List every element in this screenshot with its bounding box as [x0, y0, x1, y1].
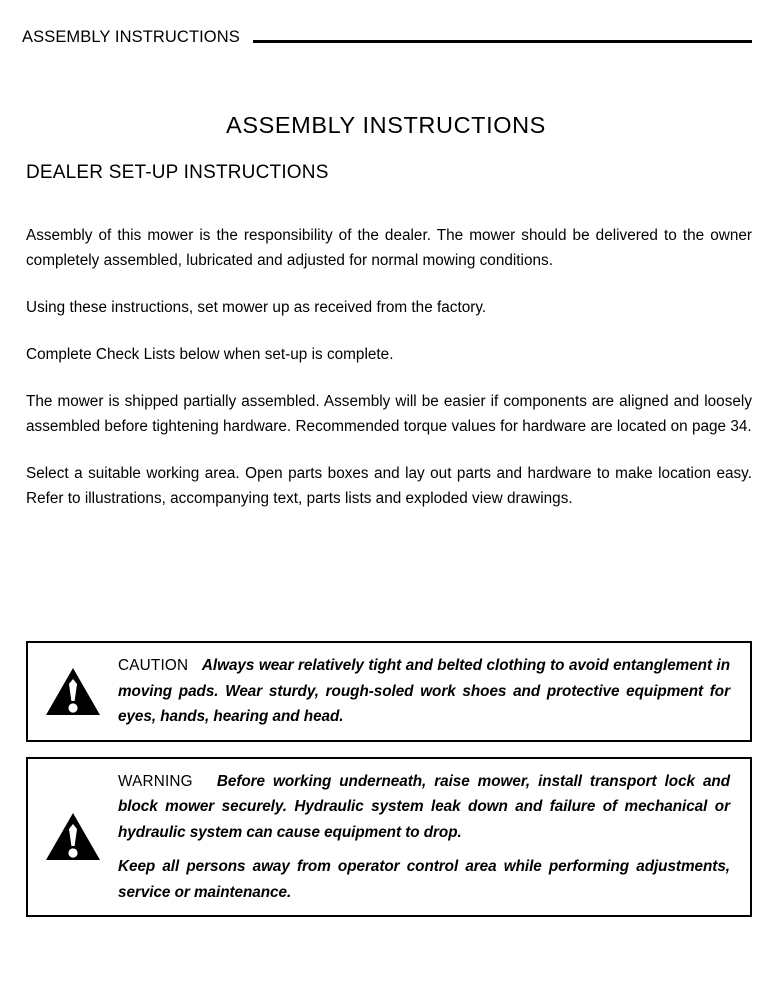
warning-alert-box [26, 757, 752, 917]
running-header [22, 26, 752, 48]
label-spacer [193, 773, 217, 790]
warning-alert-text: Before working underneath, raise mower, install transport lock and block mower securely. Hydraulic system leak down and failure of mechanical or hydraulic system can cause equipment to drop. [118, 772, 731, 841]
header-rule [253, 40, 752, 43]
body-copy [26, 223, 752, 511]
page-title: ASSEMBLY INSTRUCTIONS [226, 112, 546, 138]
caution-alert-box [26, 641, 752, 742]
caution-alert-paragraph [118, 653, 730, 730]
body-paragraph: Assembly of this mower is the responsibility of the dealer. The mower should be delivered to the owner completely assembled, lubricated and adjusted for normal mowing conditions. [26, 227, 752, 269]
body-paragraph: Select a suitable working area. Open parts boxes and lay out parts and hardware to make location easy. Refer to illustrations, accompanying text, parts lists and exploded view drawings. [26, 465, 752, 507]
running-header-title: ASSEMBLY INSTRUCTIONS [22, 28, 240, 46]
warning-alert-paragraph: Keep all persons away from operator control area while performing adjustments, service or maintenance. [118, 858, 730, 901]
label-spacer [188, 657, 202, 674]
caution-alert-body [110, 653, 740, 730]
body-paragraph: Using these instructions, set mower up as received from the factory. [26, 299, 487, 316]
warning-alert-paragraph [118, 769, 730, 846]
warning-alert-body [110, 769, 740, 906]
body-paragraph: The mower is shipped partially assembled. Assembly will be easier if components are aligned and loosely assembled before tightening hardware. Recommended torque values for hardware are located on page 34. [26, 393, 752, 435]
body-paragraph: Complete Check Lists below when set-up is complete. [26, 346, 394, 363]
caution-label: CAUTION [118, 657, 189, 675]
warning-triangle-icon [40, 811, 110, 863]
warning-triangle-icon [40, 666, 110, 718]
caution-alert-text: Always wear relatively tight and belted clothing to avoid entanglement in moving pads. Wear sturdy, rough-soled work shoes and protective equipment for eyes, hands, hearing and head. [118, 657, 731, 726]
warning-label: WARNING [118, 772, 193, 790]
section-heading: DEALER SET-UP INSTRUCTIONS [26, 162, 329, 183]
